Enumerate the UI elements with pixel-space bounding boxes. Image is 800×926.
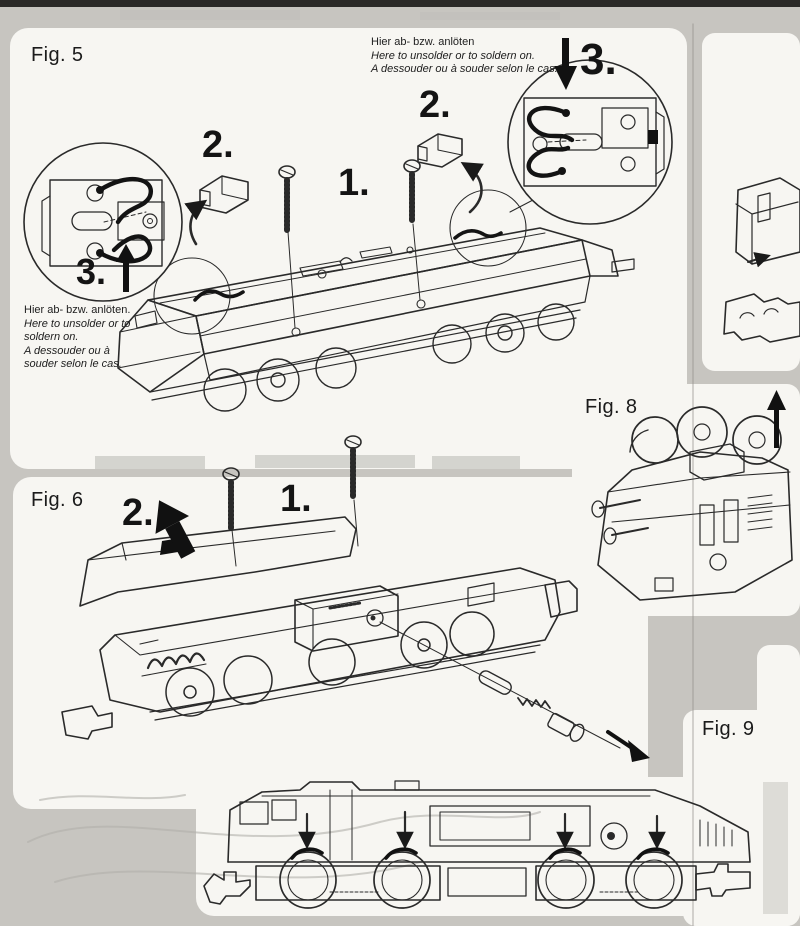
fig5-step3-right: 3. [580, 35, 617, 84]
fig5-locomotive-drawing [118, 190, 634, 411]
fig5-label: Fig. 5 [31, 44, 84, 66]
fig5-step2-right: 2. [419, 84, 451, 126]
fig5-clip-part-right [418, 134, 462, 167]
fig5-curved-arrow-right-icon [464, 164, 481, 212]
fig6-screw-left-icon [223, 468, 239, 566]
fig6-screw-right-icon [345, 436, 361, 546]
note-line: soldern on. [24, 331, 79, 343]
fig5-step3-left: 3. [76, 251, 107, 292]
fig9-label: Fig. 9 [702, 718, 755, 740]
fig5-curved-arrow-left-icon [190, 202, 204, 244]
note-line: Here to unsolder or to [24, 317, 131, 330]
note-line: souder selon le cas. [24, 358, 122, 370]
fig5-note-top [371, 36, 601, 77]
scan-mottle [95, 10, 788, 914]
note-line: Here to unsolder or to soldern on. [371, 49, 535, 62]
fig8-label: Fig. 8 [585, 396, 638, 418]
fig5-screw-left-icon [279, 166, 300, 336]
fig6-drawing [62, 517, 650, 762]
fig8-drawing [592, 407, 792, 600]
fig9-drawing [204, 781, 750, 908]
fig6-step1: 1. [280, 478, 312, 520]
fig5-step1: 1. [338, 162, 370, 204]
fig5-callout-right [508, 60, 672, 224]
note-line: Hier ab- bzw. anlöten [371, 36, 475, 48]
note-line: A dessouder ou à souder selon le cas. [371, 63, 558, 75]
fig6-label: Fig. 6 [31, 489, 84, 511]
fig5-note-left [24, 304, 174, 372]
cab-part-fragment-drawing [724, 178, 800, 342]
fig5-clip-part-left [200, 176, 248, 213]
note-line: A dessouder ou à [24, 344, 110, 357]
fig6-step2: 2. [122, 492, 154, 534]
fig5-step2-left: 2. [202, 124, 234, 166]
note-line: Hier ab- bzw. anlöten. [24, 304, 131, 316]
ghost-print [28, 795, 540, 882]
fig5-screw-right-icon [404, 160, 425, 308]
